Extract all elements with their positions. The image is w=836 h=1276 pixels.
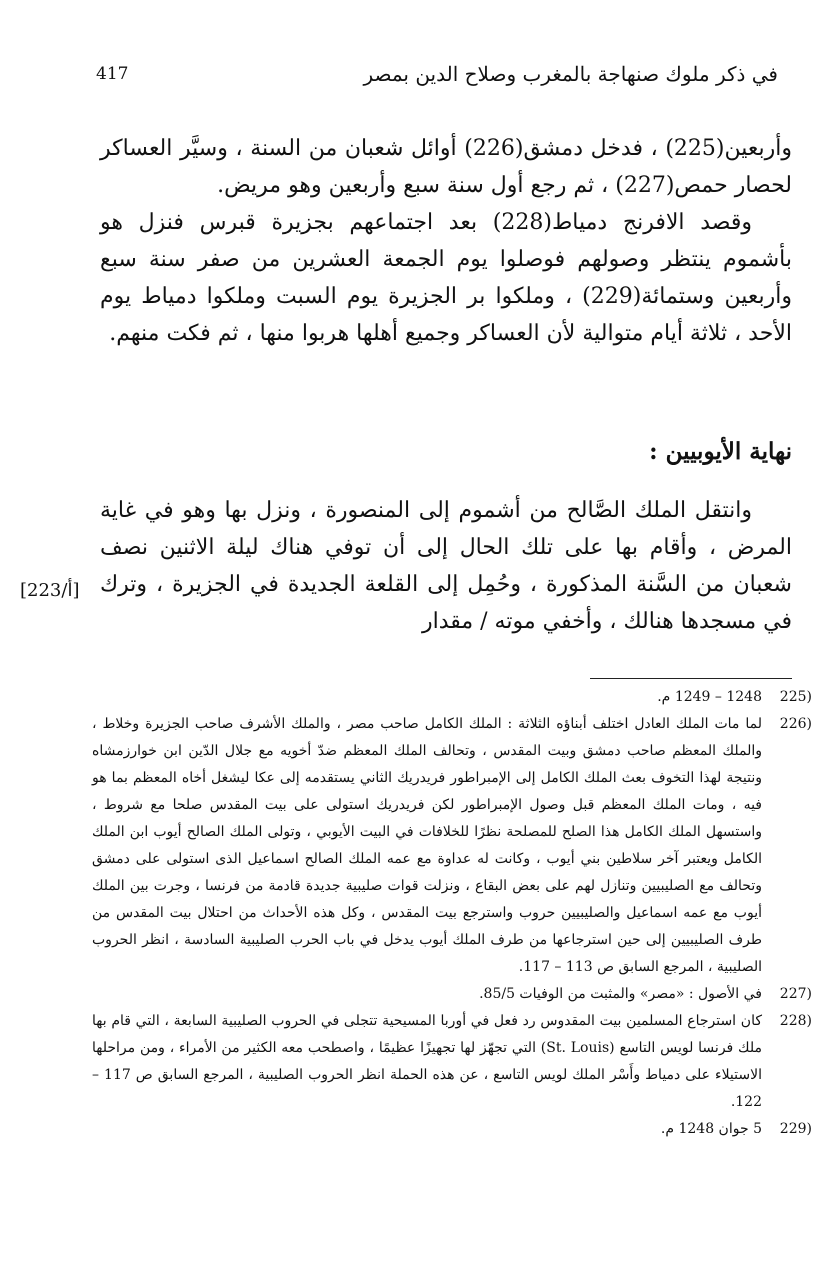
running-title: في ذكر ملوك صنهاجة بالمغرب وصلاح الدين بمصر <box>363 62 778 86</box>
footnote-number: (229 <box>779 1121 812 1137</box>
footnote-228 <box>92 1008 812 1116</box>
paragraph-3: وانتقل الملك الصَّالح من أشموم إلى المنصورة ، ونزل بها وهو في غاية المرض ، وأقام بها على تلك الحال إلى أن توفي هناك ليلة الاثنين نصف شعبان من السَّنة المذكورة ، وحُمِل إلى القلعة الجديدة في الجزيرة ، وترك في مسجدها هنالك ، وأخفي موته / مقدار <box>100 498 792 634</box>
footnote-text: 1248 – 1249 م. <box>657 689 762 705</box>
footnote-number: (228 <box>779 1013 812 1029</box>
main-text <box>100 130 792 352</box>
footnote-text: كان استرجاع المسلمين بيت المقدوس رد فعل في أوربا المسيحية تتجلى في الحروب الصليبية السابعة ، التي قام بها ملك فرنسا لويس التاسع (St. Louis) التي تجهّز لها تجهيزًا عظيمًا ، واصطحب معه الكثير من الأمراء ، ومن مراحلها الاستيلاء على دمياط وأَسْر الملك لويس التاسع ، عن هذه الحملة انظر الحروب الصليبية ، المرجع السابق ص 117 – 122. <box>92 1013 762 1110</box>
footnote-text: في الأصول : «مصر» والمثبت من الوفيات 85/5. <box>479 986 762 1002</box>
footnote-number: (227 <box>779 986 812 1002</box>
paragraph-2: وقصد الافرنج دمياط(228) بعد اجتماعهم بجزيرة قبرس فنزل هو بأشموم ينتظر وصولهم فوصلوا يوم الجمعة العشرين من صفر سنة سبع وأربعين وستمائة(229) ، وملكوا بر الجزيرة يوم السبت وملكوا دمياط يوم الأحد ، ثلاثة أيام متوالية لأن العساكر وجميع أهلها هربوا منها ، ثم فكت منهم. <box>100 210 792 346</box>
footnote-text: 5 جوان 1248 م. <box>660 1121 762 1137</box>
footnote-229 <box>92 1116 812 1143</box>
section-text <box>100 492 792 640</box>
footnote-number: (225 <box>779 689 812 705</box>
footnote-225 <box>92 684 812 711</box>
paragraph-1: وأربعين(225) ، فدخل دمشق(226) أوائل شعبان من السنة ، وسيَّر العساكر لحصار حمص(227) ، ثم رجع أول سنة سبع وأربعين وهو مريض. <box>100 136 792 198</box>
footnote-227 <box>92 981 812 1008</box>
running-head <box>96 62 778 98</box>
footnote-rule <box>590 678 792 679</box>
footnote-number: (226 <box>779 716 812 732</box>
footnote-text: لما مات الملك العادل اختلف أبناؤه الثلاثة : الملك الكامل صاحب مصر ، والملك الأشرف صاحب الجزيرة وخلاط ، والملك المعظم صاحب دمشق وبيت المقدس ، وتحالف الملك المعظم ضدّ أخويه مع جلال الدّين ابن خوارزمشاه ونتيجة لهذا التخوف بعث الملك الكامل إلى الإمبراطور فريدريك الثاني يستقدمه إلى عكا ليشغل أخاه المعظم بما هو فيه ، ومات الملك المعظم قبل وصول الإمبراطور لكن فريدريك استولى على بيت المقدس صلحا مع شروط ، واستسهل الملك الكامل هذا الصلح للمصلحة نظرًا للخلافات في البيت الأيوبي ، وتولى الملك الصالح أيوب ابن الملك الكامل ويعتبر آخر سلاطين بني أيوب ، وكانت له عداوة مع عمه الملك الصالح اسماعيل الذى استولى على دمشق وتحالف مع الصليبيين وتنازل لهم على بعض البقاع ، ونزلت قوات صليبية جديدة قادمة من فرنسا ، وجرت بين الملك أيوب مع عمه اسماعيل والصليبيين حروب واسترجع بيت المقدس ، وكل هذه الأحداث من احتلال بيت المقدس من طرف الصليبيين إلى حين استرجاعها من طرف الملك أيوب يدخل في باب الحرب الصليبية السادسة ، انظر الحروب الصليبية ، المرجع السابق ص 113 – 117. <box>92 716 762 975</box>
footnote-226 <box>92 711 812 981</box>
section-heading: نهاية الأيوبيين : <box>649 438 792 465</box>
manuscript-folio-marker: [223/أ] <box>20 580 80 601</box>
footnotes <box>92 684 812 1143</box>
page-number: 417 <box>96 64 129 84</box>
